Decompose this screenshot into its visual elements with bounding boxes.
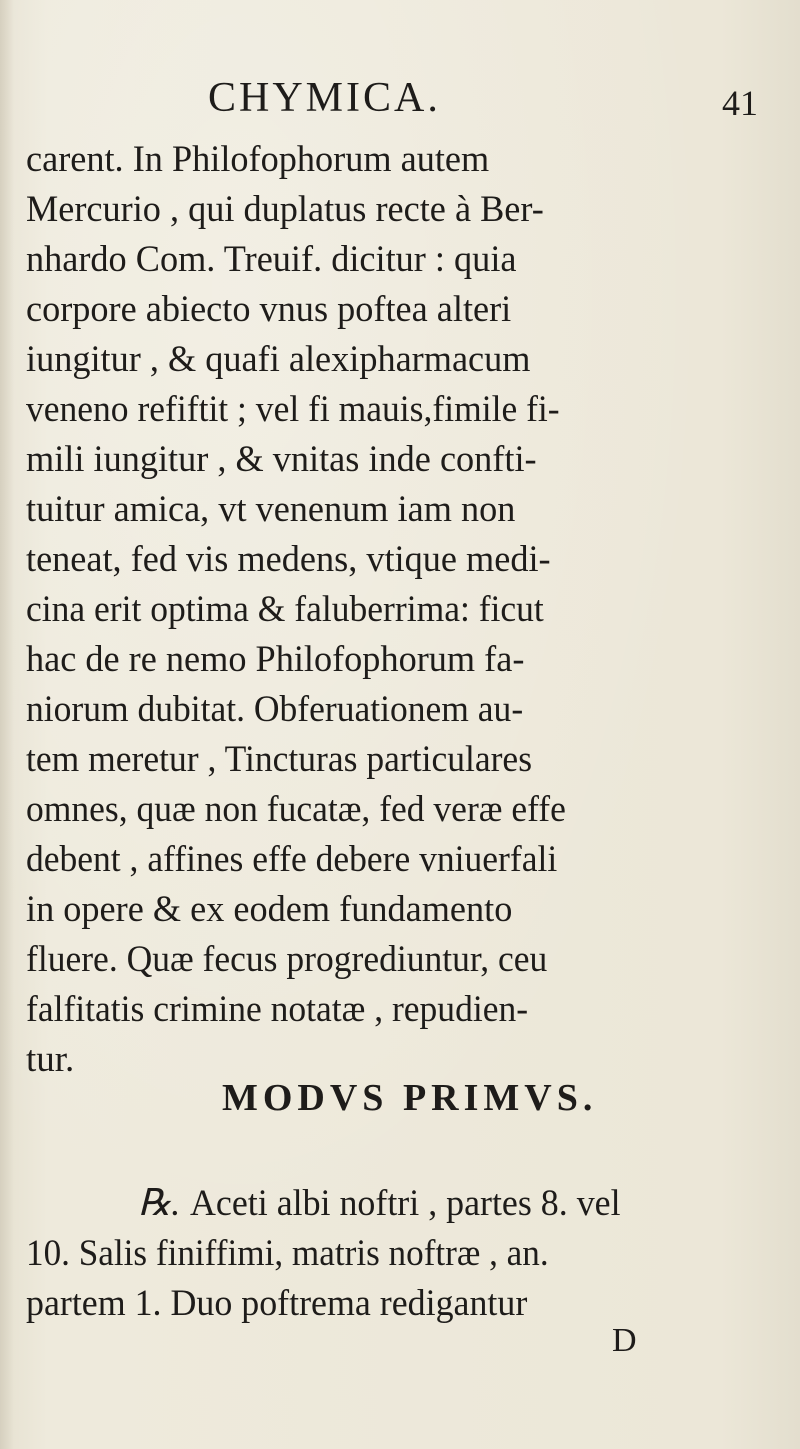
text-line: iungitur , & quafi alexipharmacum <box>26 339 531 380</box>
text-line: corpore abiecto vnus poftea alteri <box>26 289 512 330</box>
text-line: tuitur amica, vt venenum iam non <box>26 489 516 530</box>
text-line: veneno refiftit ; vel fi mauis,fimile fi- <box>26 389 560 430</box>
text-line: tem meretur , Tincturas particulares <box>26 739 533 780</box>
text-line: Mercurio , qui duplatus recte à Ber- <box>26 189 544 230</box>
page-number: 41 <box>722 83 758 123</box>
text-line: tur. <box>26 1039 75 1080</box>
recipe-line: 10. Salis finiffimi, matris noftræ , an. <box>26 1233 549 1274</box>
text-line: carent. In Philofophorum autem <box>26 139 490 180</box>
running-title: CHYMICA. <box>208 75 441 121</box>
text-line: fluere. Quæ fecus progrediuntur, ceu <box>26 939 548 980</box>
text-line: falfitatis crimine notatæ , repudien- <box>26 989 529 1030</box>
text-line: omnes, quæ non fucatæ, fed veræ effe <box>26 789 566 830</box>
page-header <box>0 70 800 132</box>
recipe-line: ℞. Aceti albi noftri , partes 8. vel <box>0 1180 800 1228</box>
text-line: nhardo Com. Treuif. dicitur : quia <box>26 239 517 280</box>
catchword: D <box>612 1322 637 1359</box>
rx-symbol: ℞. <box>138 1183 181 1224</box>
text-line: debent , affines effe debere vniuerfali <box>26 839 558 880</box>
text-line: hac de re nemo Philofophorum fa- <box>26 639 525 680</box>
text-line: in opere & ex eodem fundamento <box>26 889 513 930</box>
recipe-line: partem 1. Duo poftrema redigantur <box>26 1283 528 1324</box>
text-line: cina erit optima & faluberrima: ficut <box>26 589 544 630</box>
section-heading: MODVS PRIMVS. <box>222 1077 598 1119</box>
text-line: teneat, fed vis medens, vtique medi- <box>26 539 551 580</box>
text-line: niorum dubitat. Obferuationem au- <box>26 689 524 730</box>
text-line: mili iungitur , & vnitas inde confti- <box>26 439 537 480</box>
